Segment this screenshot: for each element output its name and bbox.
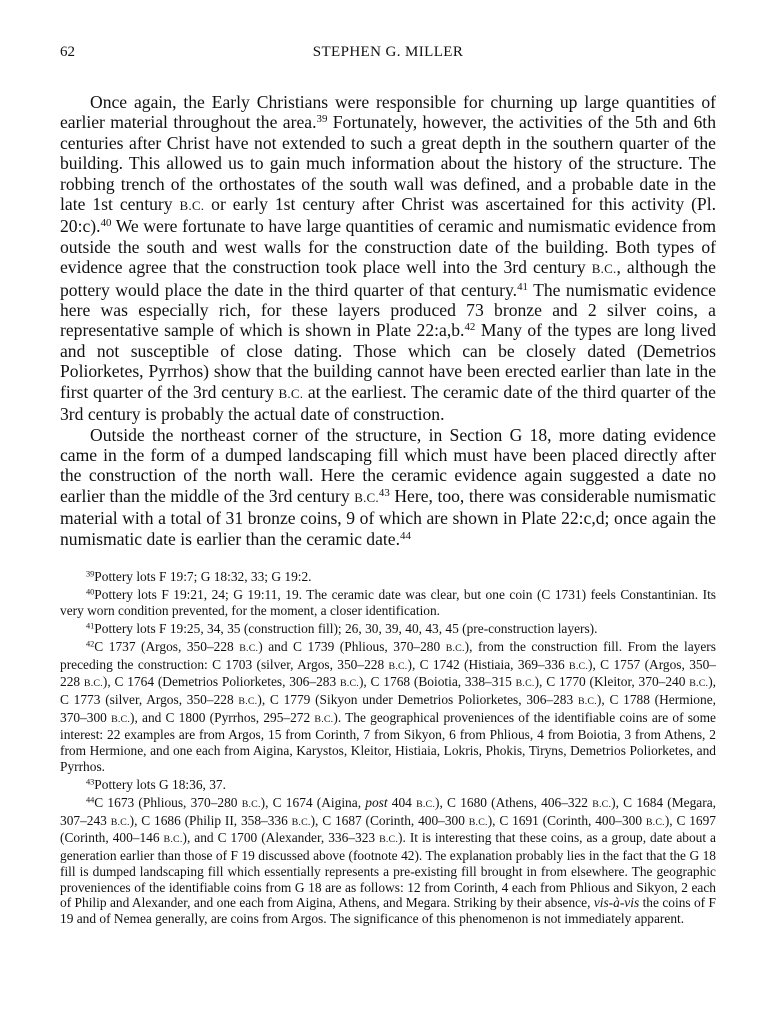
footnote-ref-42: 42 <box>464 321 476 334</box>
page <box>60 44 716 929</box>
paragraph-1: Once again, the Early Christians were responsible for churning up large quantities of earlier material throughout the area.$^{39}$ Fortunately, however, the activities of the 5th and 6th centuries after Christ have not extended to such a great depth in the southern quarter of the building. This allowed us to gain much information about the history of the structure. The robbing trench of the orthostates of the south wall was defined, and a probable date in the late 1st century B.C. or early 1st century after Christ was ascertained for this activity (Pl. 20:c).$^{40}$ We were fortunate to have large quantities of ceramic and numismatic evidence from outside the south and west walls for the construction date of the building. Both types of evidence agree that the construction took place well into the 3rd century B.C., although the pottery would place the date in the third quarter of that century.$^{41}$ The numismatic evidence here was especially rich, for these layers produced 73 bronze and 2 silver coins, a representative sample of which is shown in Plate 22:a,b.$^{42}$ Many of the types are long lived and not susceptible of close dating. Those which can be closely dated (Demetrios Poliorketes, Pyrrhos) show that the building cannot have been erected earlier than late in the first quarter of the 3rd century B.C. at the earliest. The ceramic date of the third quarter of the 3rd century is probably the actual date of construction. <box>60 92 717 425</box>
footnotes <box>60 569 716 927</box>
footnote-ref-44: 44 <box>400 529 411 542</box>
footnote-40: $^{40}$Pottery lots F 19:21, 24; G 19:11, 19. The ceramic date was clear, but one coin (C 1731) feels Constantinian. Its very worn condition prevented, for the moment, a closer identification. <box>60 587 716 618</box>
footnote-ref-43: 43 <box>378 486 390 499</box>
footnote-39: $^{39}$Pottery lots F 19:7; G 18:32, 33; G 19:2. <box>86 568 312 584</box>
footnote-ref-39: 39 <box>316 113 328 126</box>
footnote-ref-40: 40 <box>100 217 112 230</box>
body-text <box>60 92 716 549</box>
footnote-41: $^{41}$Pottery lots F 19:25, 34, 35 (construction fill); 26, 30, 39, 40, 43, 45 (pre-construction layers). <box>86 620 598 636</box>
footnote-ref-41: 41 <box>517 280 528 293</box>
running-head: STEPHEN G. MILLER <box>312 44 464 60</box>
footnote-44: $^{44}$C 1673 (Phlious, 370–280 B.C.), C 1674 (Aigina, post 404 B.C.), C 1680 (Athens, 406–322 B.C.), C 1684 (Megara, 307–243 B.C.), C 1686 (Philip II, 358–336 B.C.), C 1687 (Corinth, 400–300 B.C.), C 1691 (Corinth, 400–300 B.C.), C 1697 (Corinth, 400–146 B.C.), and C 1700 (Alexander, 336–323 B.C.). It is interesting that these coins, as a group, date about a generation earlier than those of F 19 discussed above (footnote 42). The explanation probably lies in the fact that the G 18 fill is dumped landscaping fill which essentially represents a pre-existing fill brought in from elsewhere. The geographic proveniences of the identifiable coins from G 18 are as follows: 12 from Corinth, 4 each from Phlious and Sikyon, 2 each of Philip and Alexander, and one each from Aigina, Athens, and Megara. Striking by their absence, vis-à-vis the coins of F 19 and of Nemea generally, are coins from Argos. The significance of this phenomenon is not immediately apparent. <box>60 795 717 926</box>
page-header <box>60 44 716 70</box>
page-number: 62 <box>60 44 75 60</box>
paragraph-2: Outside the northeast corner of the structure, in Section G 18, more dating evidence came in the form of a dumped landscaping fill which must have been placed directly after the construction of the north wall. Here the ceramic evidence again suggested a date no earlier than the middle of the 3rd century B.C.$^{43}$ Here, too, there was considerable numismatic material with a total of 31 bronze coins, 9 of which are shown in Plate 22:c,d; once again the numismatic date is earlier than the ceramic date.$^{44}$ <box>60 424 716 549</box>
footnote-42: $^{42}$C 1737 (Argos, 350–228 B.C.) and C 1739 (Phlious, 370–280 B.C.), from the construction fill. From the layers preceding the construction: C 1703 (silver, Argos, 350–228 B.C.), C 1742 (Histiaia, 369–336 B.C.), C 1757 (Argos, 350–228 B.C.), C 1764 (Demetrios Poliorketes, 306–283 B.C.), C 1768 (Boiotia, 338–315 B.C.), C 1770 (Kleitor, 370–240 B.C.), C 1773 (silver, Argos, 350–228 B.C.), C 1779 (Sikyon under Demetrios Poliorketes, 306–283 B.C.), C 1788 (Hermione, 370–300 B.C.), and C 1800 (Pyrrhos, 295–272 B.C.). The geographical proveniences of the identifiable coins are of some interest: 22 examples are from Argos, 15 from Corinth, 7 from Sikyon, 6 from Phlious, 4 from Boiotia, 3 from Athens, 2 from Hermione, and one each from Aigina, Karystos, Kleitor, Histiaia, Lokris, Phokis, Tiryns, Demetrios Poliorketes, and Pyrrhos. <box>60 638 717 774</box>
footnote-43: $^{43}$Pottery lots G 18:36, 37. <box>86 776 226 792</box>
